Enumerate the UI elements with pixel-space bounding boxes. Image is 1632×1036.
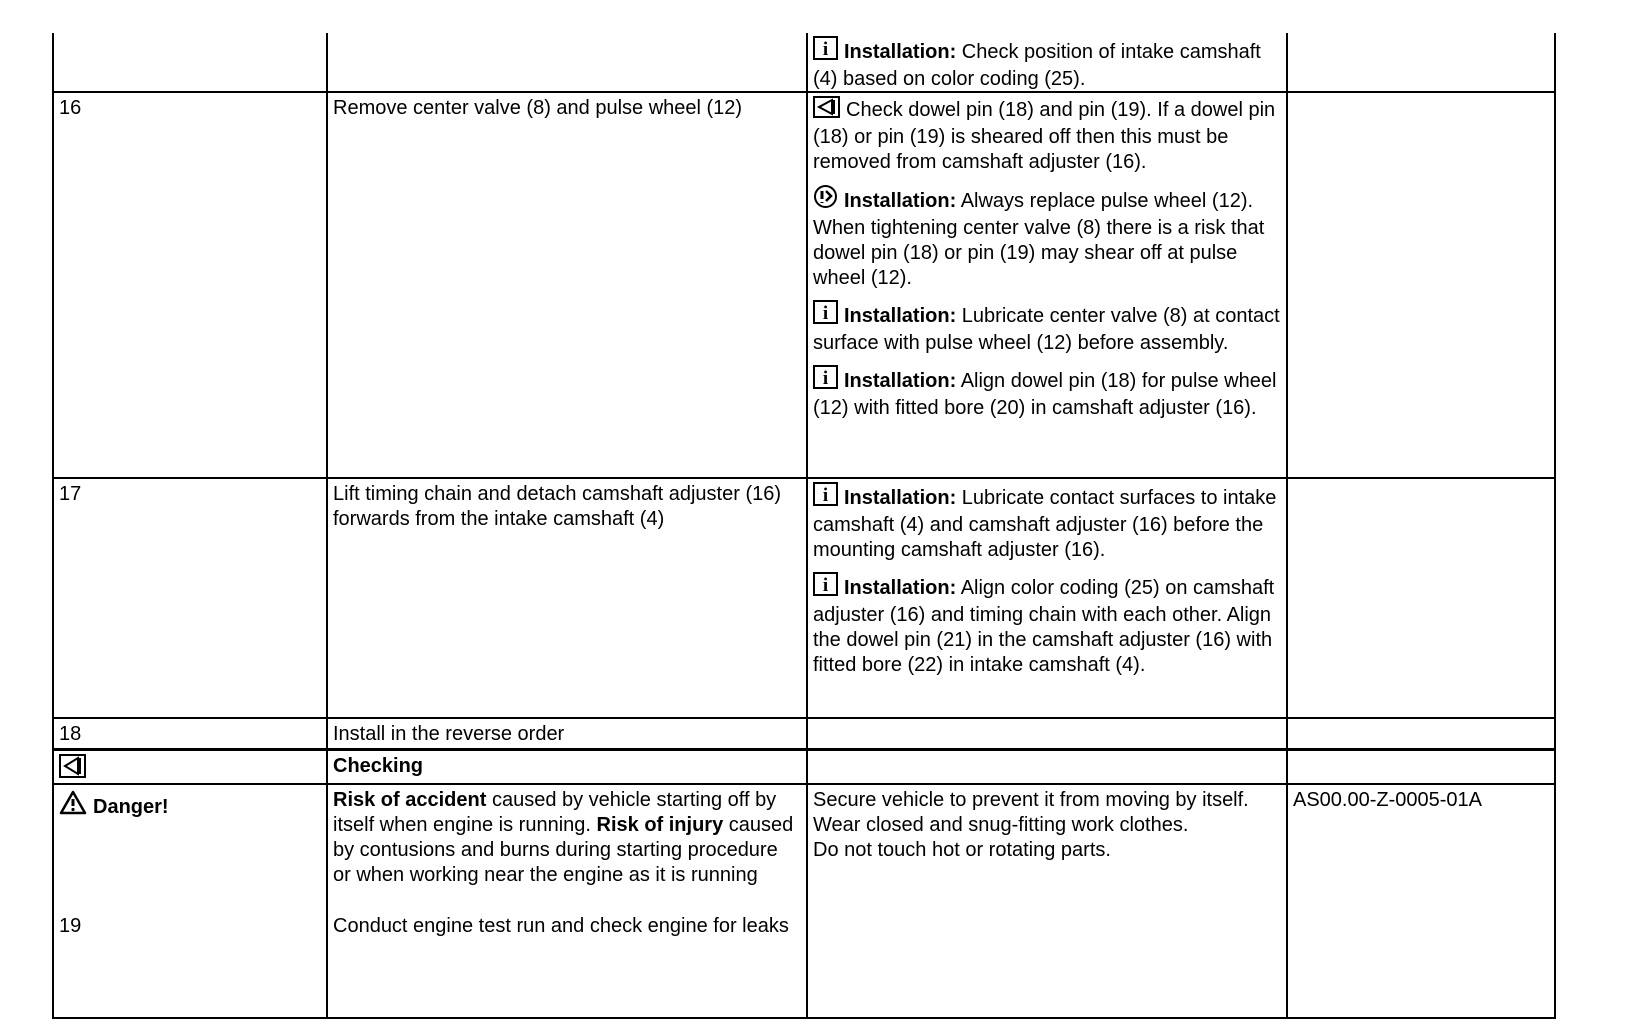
checking-icon bbox=[813, 96, 840, 125]
step-action: Conduct engine test run and check engine for leaks bbox=[333, 915, 789, 937]
installation-label: Installation: bbox=[844, 190, 957, 212]
svg-text:i: i bbox=[822, 575, 829, 596]
step-number: 18 bbox=[59, 723, 82, 745]
table-row bbox=[54, 785, 1554, 1019]
action-cell bbox=[328, 479, 808, 717]
procedure-table bbox=[52, 33, 1556, 1019]
safety-measure: Wear closed and snug-fitting work clothes. bbox=[813, 814, 1189, 836]
table-row bbox=[54, 479, 1554, 719]
step-cell bbox=[54, 785, 328, 1017]
table-row bbox=[54, 751, 1554, 785]
svg-text:i: i bbox=[822, 368, 829, 389]
note bbox=[813, 300, 1281, 356]
risk-accident: Risk of accident bbox=[333, 789, 487, 811]
step-cell bbox=[54, 93, 328, 477]
notes-cell bbox=[808, 93, 1288, 477]
info-icon bbox=[813, 300, 838, 331]
action-cell bbox=[328, 785, 808, 1017]
action-cell bbox=[328, 33, 808, 91]
note-text: Always replace pulse wheel (12). When tightening center valve (8) there is a risk that dowel pin (18) or pin (19) may shear off at pulse wheel (12). bbox=[813, 190, 1265, 289]
table-row bbox=[54, 93, 1554, 479]
notes-cell bbox=[808, 719, 1288, 748]
step-cell bbox=[54, 33, 328, 91]
step-number: 19 bbox=[59, 915, 82, 937]
document-reference: AS00.00-Z-0005-01A bbox=[1293, 789, 1483, 811]
notes-cell bbox=[808, 33, 1288, 91]
note bbox=[813, 365, 1281, 421]
step-action: Lift timing chain and detach camshaft adjuster (16) forwards from the intake camshaft (4) bbox=[333, 483, 782, 530]
risk-injury: Risk of injury bbox=[596, 814, 724, 836]
warning-triangle-icon bbox=[59, 790, 87, 822]
note-text: Align color coding (25) on camshaft adjuster (16) and timing chain with each other. Align the dowel pin (21) in the camshaft adjuster (16) with fitted bore (22) in intake camshaft (4). bbox=[813, 577, 1275, 676]
svg-text:i: i bbox=[822, 485, 829, 506]
note-text: Align dowel pin (18) for pulse wheel (12) with fitted bore (20) in camshaft adjuster (16). bbox=[813, 370, 1277, 419]
reference-cell bbox=[1288, 719, 1554, 748]
reference-cell bbox=[1288, 479, 1554, 717]
info-icon bbox=[813, 36, 838, 67]
note bbox=[813, 96, 1281, 175]
note-text: Check dowel pin (18) and pin (19). If a dowel pin (18) or pin (19) is sheared off then this must be removed from camshaft adjuster (16). bbox=[813, 99, 1276, 173]
action-cell bbox=[328, 719, 808, 748]
step-action: Install in the reverse order bbox=[333, 723, 565, 745]
installation-label: Installation: bbox=[844, 577, 957, 599]
info-icon bbox=[813, 365, 838, 396]
reference-cell bbox=[1288, 93, 1554, 477]
note-text: Lubricate center valve (8) at contact surface with pulse wheel (12) before assembly. bbox=[813, 305, 1280, 354]
reference-cell bbox=[1288, 785, 1554, 1017]
step-cell bbox=[54, 479, 328, 717]
note bbox=[813, 36, 1281, 92]
step-number: 16 bbox=[59, 97, 82, 119]
info-icon bbox=[813, 482, 838, 513]
reference-cell bbox=[1288, 751, 1554, 783]
note bbox=[813, 572, 1281, 678]
notes-cell bbox=[808, 479, 1288, 717]
step-action: Remove center valve (8) and pulse wheel (12) bbox=[333, 97, 743, 119]
risk-accident-text: caused by vehicle starting off by itself when engine is running. bbox=[333, 789, 777, 836]
safety-measure: Secure vehicle to prevent it from moving by itself. bbox=[813, 789, 1249, 811]
action-cell bbox=[328, 93, 808, 477]
note-text: Check position of intake camshaft (4) based on color coding (25). bbox=[813, 41, 1261, 90]
note bbox=[813, 482, 1281, 563]
danger-label: Danger! bbox=[93, 796, 169, 818]
risk-injury-text: caused by contusions and burns during starting procedure or when working near the engine as it is running bbox=[333, 814, 794, 886]
checking-icon bbox=[59, 754, 86, 785]
table-row bbox=[54, 33, 1554, 93]
installation-label: Installation: bbox=[844, 487, 957, 509]
safety-measure: Do not touch hot or rotating parts. bbox=[813, 839, 1111, 861]
reference-cell bbox=[1288, 33, 1554, 91]
section-heading: Checking bbox=[333, 755, 424, 777]
note-text: Lubricate contact surfaces to intake camshaft (4) and camshaft adjuster (16) before the mounting camshaft adjuster (16). bbox=[813, 487, 1277, 561]
notes-cell bbox=[808, 751, 1288, 783]
notes-cell bbox=[808, 785, 1288, 1017]
replace-icon bbox=[813, 184, 838, 216]
danger-text bbox=[333, 788, 801, 888]
installation-label: Installation: bbox=[844, 41, 957, 63]
svg-text:i: i bbox=[822, 303, 829, 324]
step-number: 17 bbox=[59, 483, 82, 505]
installation-label: Installation: bbox=[844, 370, 957, 392]
svg-text:i: i bbox=[822, 39, 829, 60]
step-cell bbox=[54, 751, 328, 783]
table-row bbox=[54, 719, 1554, 751]
note bbox=[813, 184, 1281, 291]
installation-label: Installation: bbox=[844, 305, 957, 327]
action-cell bbox=[328, 751, 808, 783]
info-icon bbox=[813, 572, 838, 603]
step-cell bbox=[54, 719, 328, 748]
